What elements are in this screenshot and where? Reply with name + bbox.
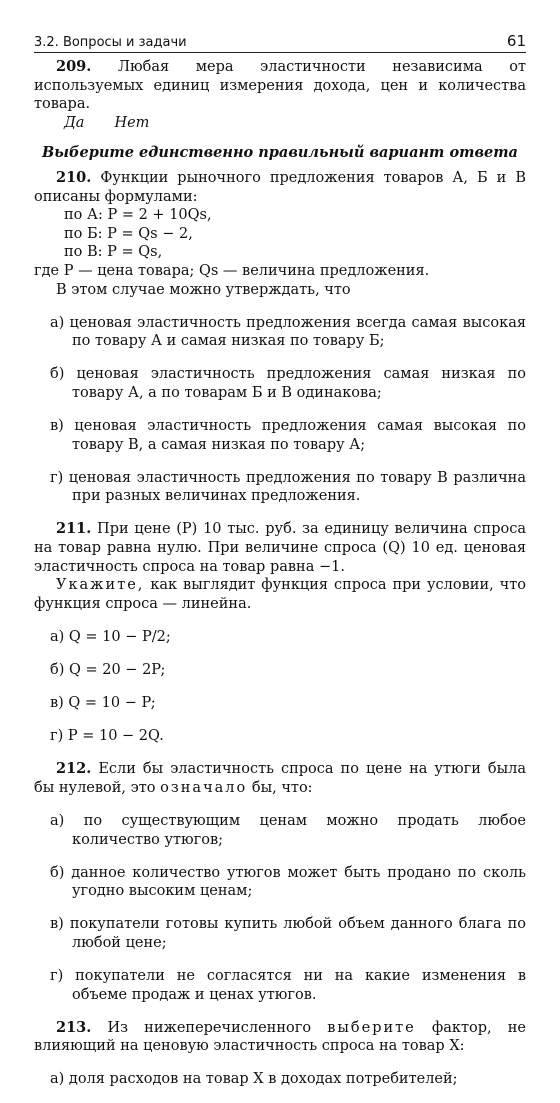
answer-no: Нет <box>114 114 150 131</box>
page-content <box>34 58 526 1103</box>
formula-a: по А: P = 2 + 10Qs, <box>64 207 212 224</box>
question-212 <box>34 760 526 797</box>
question-213 <box>34 1019 526 1056</box>
formula-c: по В: P = Qs, <box>64 244 163 261</box>
question-text: Любая мера эластичности независима от используемых единиц измерения дохода, цен и количества товара. <box>34 59 526 113</box>
question-210 <box>34 169 526 206</box>
question-number: 213. <box>56 1018 92 1036</box>
task-text: как выглядит функция спроса при условии, что функция спроса — линейна. <box>34 577 526 612</box>
question-text-end: бы, что: <box>247 779 313 796</box>
option-d: г) P = 10 − 2Q. <box>50 728 164 745</box>
question-211-task <box>34 576 526 613</box>
option-a: а) по существующим ценам можно продать любое количество утюгов; <box>50 812 526 848</box>
formula-b: по Б: P = Qs − 2, <box>64 225 193 242</box>
question-number: 212. <box>56 760 92 778</box>
option-c: в) покупатели готовы купить любой объем данного блага по любой цене; <box>50 916 526 951</box>
option-a: а) Q = 10 − P/2; <box>50 628 171 645</box>
yes-no-answer <box>34 114 526 133</box>
spaced-word: означало <box>160 779 248 796</box>
question-text-end: фактор, не влияющий на ценовую эластичность спроса на товар X: <box>34 1019 526 1055</box>
option-d: г) ценовая эластичность предложения по товару В различна при разных величинах предложения. <box>50 469 526 505</box>
spaced-word: Укажите, <box>56 577 145 594</box>
formula-legend: где P — цена товара; Qs — величина предложения. <box>34 262 430 279</box>
question-text: Функции рыночного предложения товаров А, Б и В описаны формулами: <box>34 169 526 205</box>
option-c: в) ценовая эластичность предложения самая высокая по товару В, а самая низкая по товару А; <box>50 418 526 453</box>
page-number: 61 <box>506 32 526 50</box>
question-text: Если бы эластичность спроса по цене на утюги была бы нулевой, это <box>34 761 526 796</box>
option-a: а) ценовая эластичность предложения всегда самая высокая по товару А и самая низкая по товару Б; <box>50 314 526 350</box>
option-b: б) Q = 20 − 2P; <box>50 661 166 678</box>
question-number: 209. <box>56 58 92 75</box>
option-c: в) Q = 10 − P; <box>50 695 156 712</box>
answer-yes: Да <box>64 114 85 131</box>
option-b: б) ценовая эластичность предложения самая низкая по товару А, а по товарам Б и В одинакова; <box>50 366 526 401</box>
question-211 <box>34 520 526 576</box>
question-number: 211. <box>56 520 92 538</box>
question-number: 210. <box>56 168 92 186</box>
question-text: При цене (P) 10 тыс. руб. за единицу величина спроса на товар равна нулю. При величине спроса (Q) 10 ед. ценовая эластичность спроса на товар равна −1. <box>34 521 526 575</box>
section-title: 3.2. Вопросы и задачи <box>34 35 187 50</box>
section-heading: Выберите единственно правильный вариант ответа <box>42 144 518 162</box>
question-209 <box>34 58 526 114</box>
option-b: б) данное количество утюгов может быть продано по сколь угодно высоким ценам; <box>50 864 526 900</box>
option-d: г) покупатели не согласятся ни на какие изменения в объеме продаж и ценах утюгов. <box>50 967 526 1003</box>
options-lead: В этом случае можно утверждать, что <box>56 281 351 298</box>
question-text: Из нижеперечисленного <box>91 1019 328 1036</box>
spaced-word: выберите <box>327 1019 416 1036</box>
running-header <box>34 30 526 53</box>
option-a: а) доля расходов на товар X в доходах потребителей; <box>50 1071 458 1088</box>
